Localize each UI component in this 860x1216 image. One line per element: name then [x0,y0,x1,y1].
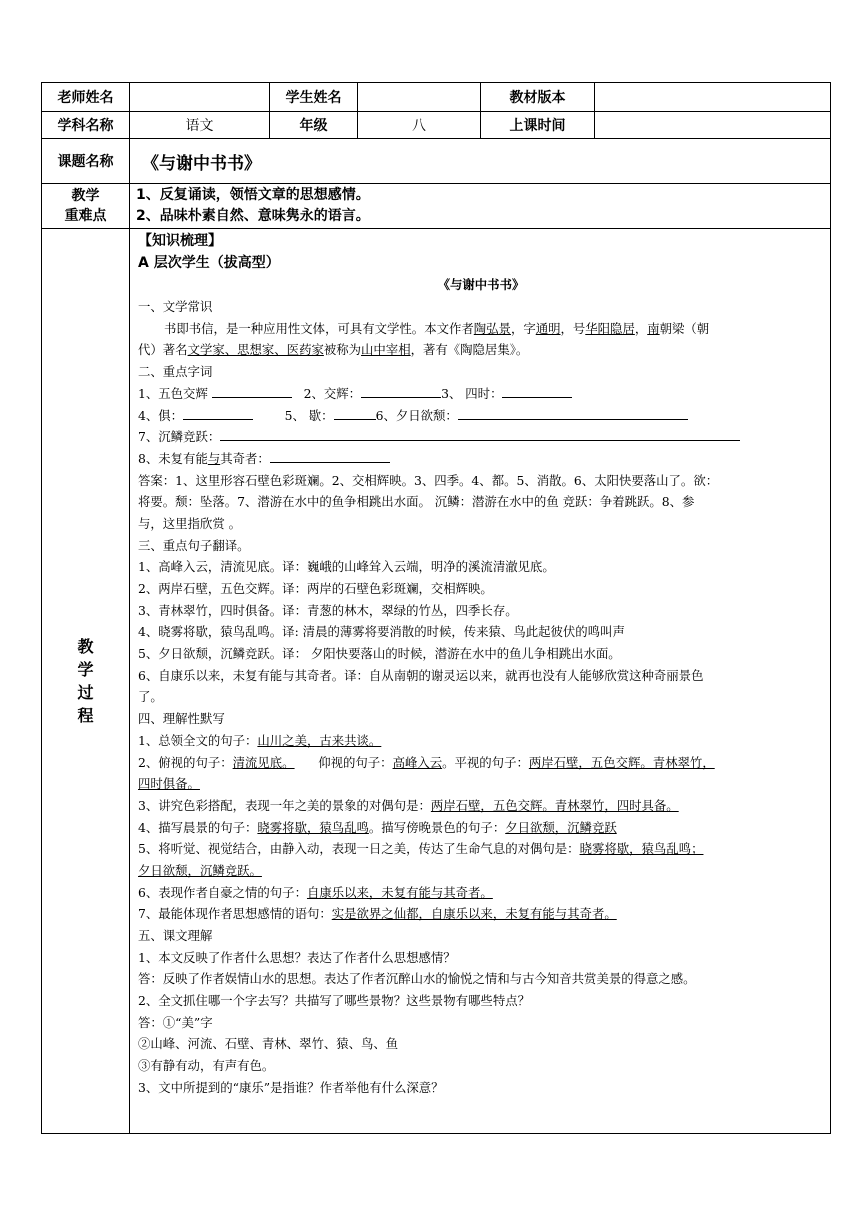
section-3-title: 三、重点句子翻译。 [138,537,250,553]
subject-value: 语文 [130,112,270,139]
text-run: 代）著名 [138,342,188,358]
word-item-4: 4、俱： [138,407,184,423]
teacher-name-label: 老师姓名 [42,83,130,112]
recitation-question: 6、表现作者自豪之情的句子： [138,884,307,900]
author-nickname: 山中宰相 [361,342,411,358]
understanding-answer-1: 答：反映了作者娱情山水的思想。表达了作者沉醉山水的愉悦之情和与古今知音共赏美景的得意之感。 [138,971,696,987]
answer-blank[interactable] [183,405,253,420]
literature-common-sense-line-1 [138,318,824,340]
word-item-8-end: 其奇者： [220,450,270,466]
answer-blank[interactable] [502,383,572,398]
answer-blank[interactable] [212,383,292,398]
recitation-answer: 夕日欲颓，沉鳞竞跃。 [138,862,262,878]
topic-value: 《与谢中书书》 [130,139,831,184]
recitation-answer: 实是欲界之仙都，自康乐以来，未复有能与其奇者。 [331,906,617,922]
recitation-answer: 山川之美，古来共谈。 [257,732,382,748]
word-item-6: 6、夕日欲颓： [375,407,458,423]
word-item-line-1 [138,383,824,405]
word-item-line-3 [138,426,824,448]
teacher-name-value [130,83,270,112]
topic-row [42,139,831,184]
recitation-question: 。描写傍晚景色的句子： [368,819,506,835]
courtesy-name: 通明 [535,320,561,336]
translation-5: 5、夕日欲颓，沉鳞竞跃。译： 夕阳快要落山的时候，潜游在水中的鱼儿争相跳出水面。 [138,646,621,662]
answer-blank[interactable] [220,426,740,441]
translation-3: 3、青林翠竹，四时俱备。译：青葱的林木，翠绿的竹丛，四季长存。 [138,602,518,618]
section-2-title: 二、重点字词 [138,364,213,380]
subject-label: 学科名称 [42,112,130,139]
class-time-value [595,112,831,139]
answer-line-3: 与，这里指欣赏 。 [138,515,242,531]
student-name-value [358,83,481,112]
recitation-6 [138,882,824,904]
recitation-answer: 四时俱备。 [138,776,200,792]
recitation-answer: 两岸石壁，五色交辉。青林翠竹， [528,754,715,770]
key-points-value [130,184,831,229]
answer-blank[interactable] [361,383,441,398]
translation-2: 2、两岸石壁，五色交辉。译：两岸的石壁色彩斑斓，交相辉映。 [138,581,493,596]
recitation-answer: 两岸石壁，五色交辉。青林翠竹，四时具备。 [430,797,679,813]
text-title: 《与谢中书书》 [437,277,525,293]
key-character: 与 [207,450,221,466]
recitation-answer: 夕日欲颓，沉鳞竞跃 [505,819,617,835]
section-5-title: 五、课文理解 [138,928,213,943]
section-title: 【知识梳理】 [138,233,222,249]
recitation-answer: 晓雾将歇，猿鸟乱鸣； [579,841,704,857]
author-name: 陶弘景 [473,320,511,336]
recitation-answer: 高峰入云 [392,754,443,770]
key-points-label-line-1: 教学 [71,188,100,204]
word-item-8: 8、未复有能 [138,450,208,466]
text-run: ，著有《陶隐居集》。 [410,342,529,358]
section-4-title: 四、理解性默写 [138,711,225,727]
process-row [42,229,831,1134]
process-char-3: 过 [77,683,94,702]
section-1-title: 一、文学常识 [138,299,213,315]
translation-4: 4、晓雾将歇，猿鸟乱鸣。译: 清晨的薄雾将要消散的时候，传来猿、鸟此起彼伏的鸣叫声 [138,624,625,640]
pseudonym: 华阳隐居 [585,320,635,336]
recitation-3 [138,795,824,817]
recitation-1 [138,730,824,752]
header-row-1 [42,83,831,112]
recitation-2 [138,752,824,774]
understanding-question-2: 2、全文抓住哪一个字去写？共描写了哪些景物？这些景物有哪些特点？ [138,993,530,1009]
recitation-answer: 清流见底。 [232,754,295,770]
dynasty-south: 南 [647,320,660,336]
grade-label: 年级 [270,112,358,139]
recitation-5-continued [138,860,824,882]
text-run: ，字 [510,320,536,336]
answer-line-1: 答案：1、这里形容石壁色彩斑斓。2、交相辉映。3、四季。4、都。5、消散。6、太阳快要落山了。欲： [138,472,719,488]
key-points-label-line-2: 重难点 [64,208,107,224]
level-heading: A 层次学生（拔高型） [138,254,280,271]
answer-blank[interactable] [270,448,390,463]
header-row-2 [42,112,831,139]
key-points-label [42,184,130,229]
translation-6: 6、自康乐以来，未复有能与其奇者。译：自从南朝的谢灵运以来，就再也没有人能够欣赏这种奇丽景色 [138,667,704,683]
lesson-plan-table [41,82,831,1134]
recitation-5 [138,838,824,860]
recitation-question: 7、最能体现作者思想感情的语句： [138,906,332,922]
key-point-2: 2、品味朴素自然、意味隽永的语言。 [136,208,370,224]
understanding-question-1: 1、本文反映了作者什么思想？表达了作者什么思想感情？ [138,949,456,965]
author-roles: 文学家、思想家、医药家 [187,342,324,358]
literature-common-sense-line-2 [138,339,824,361]
teaching-process-content [130,229,831,1134]
text-run: 书即书信，是一种应用性文体，可具有文学性。本文作者 [164,320,474,336]
class-time-label: 上课时间 [481,112,595,139]
translation-6-continued: 了。 [138,689,163,705]
recitation-7 [138,903,824,925]
translation-1: 1、高峰入云，清流见底。译：巍峨的山峰耸入云端，明净的溪流清澈见底。 [138,559,555,575]
word-item-3: 3、 四时： [441,385,503,401]
recitation-answer: 自康乐以来，未复有能与其奇者。 [306,884,493,900]
word-item-2: 2、交辉： [303,385,362,401]
recitation-question: 2、俯视的句子： [138,754,233,770]
recitation-question: 1、总领全文的句子： [138,732,258,748]
key-point-1: 1、反复诵读，领悟文章的思想感情。 [136,187,370,203]
understanding-answer-2-3: ③有静有动，有声有色。 [138,1058,275,1074]
textbook-edition-label: 教材版本 [481,83,595,112]
key-points-row [42,184,831,229]
process-char-2: 学 [77,660,94,679]
word-item-1: 1、五色交辉 [138,385,208,401]
understanding-answer-2-1: 答：①“美”字 [138,1014,213,1030]
text-run: 朝梁（朝 [659,320,710,336]
student-name-label: 学生姓名 [270,83,358,112]
word-item-line-2 [138,405,824,427]
text-run: 被称为 [323,342,362,358]
lesson-plan-page [41,82,830,1134]
word-item-5: 5、 歇： [284,407,334,423]
answer-blank[interactable] [334,405,376,420]
recitation-question: 4、描写晨景的句子： [138,819,258,835]
recitation-4 [138,817,824,839]
topic-label: 课题名称 [42,139,130,184]
grade-value: 八 [358,112,481,139]
understanding-answer-2-2: ②山峰、河流、石壁、青林、翠竹、猿、鸟、鱼 [138,1036,399,1052]
textbook-edition-value [595,83,831,112]
word-item-line-4 [138,448,824,470]
process-char-4: 程 [77,706,94,725]
answer-blank[interactable] [458,405,688,420]
text-run: ， [634,320,648,336]
text-run: ，号 [560,320,586,336]
recitation-question: 3、讲究色彩搭配，表现一年之美的景象的对偶句是： [138,797,431,813]
understanding-question-3: 3、文中所提到的“康乐”是指谁？作者举他有什么深意？ [138,1079,444,1095]
recitation-answer: 晓雾将歇，猿鸟乱鸣 [257,819,369,835]
word-item-7: 7、沉鳞竞跃： [138,429,221,445]
teaching-process-label [42,229,130,1134]
process-char-1: 教 [77,637,94,656]
answer-line-2: 将要。颓：坠落。7、潜游在水中的鱼争相跳出水面。 沉鳞：潜游在水中的鱼 竞跃：争着跳跃。8、参 [138,494,695,510]
recitation-2-continued [138,773,824,795]
recitation-question: 仰视的句子： [318,754,393,770]
recitation-question: 。平视的句子： [442,754,529,770]
recitation-question: 5、将听觉、视觉结合，由静入动，表现一日之美，传达了生命气息的对偶句是： [138,841,580,857]
